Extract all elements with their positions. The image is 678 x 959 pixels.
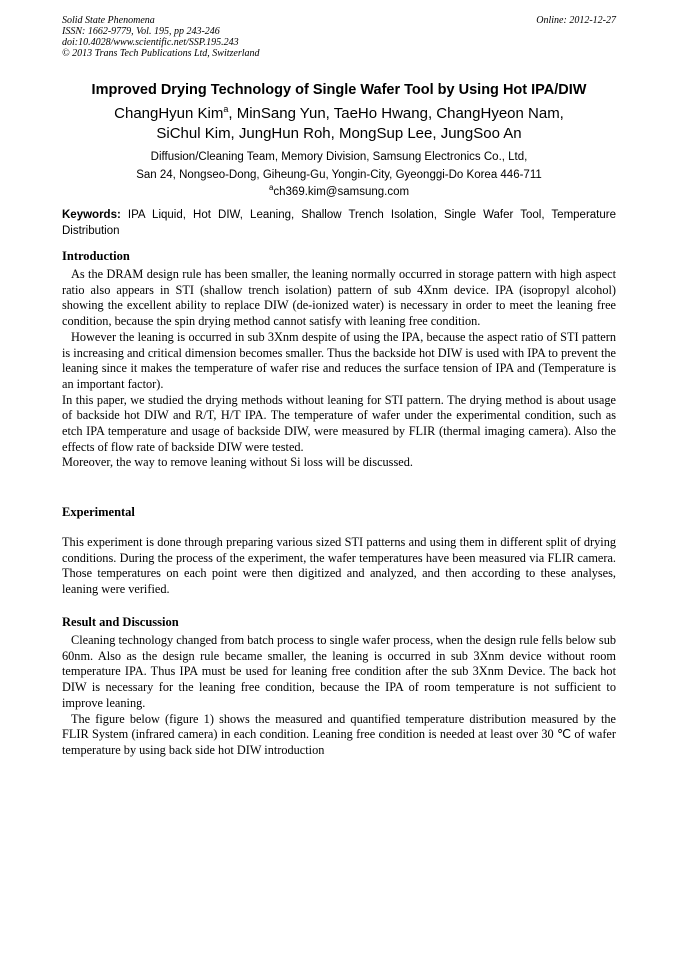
journal-name: Solid State Phenomena (62, 15, 155, 26)
affiliation-line-1: Diffusion/Cleaning Team, Memory Division, Samsung Electronics Co., Ltd, (150, 151, 528, 163)
keywords-text: IPA Liquid, Hot DIW, Leaning, Shallow Trench Isolation, Single Wafer Tool, Temperature Distribution (62, 209, 616, 237)
author-list (62, 104, 616, 143)
paragraph: This experiment is done through preparing various sized STI patterns and using them in different split of drying conditions. During the process of the experiment, the wafer temperatures have been measured via FLIR camera. Those temperatures on each point were then digitized and analyzed, and then according to these analyses, leaning were verified. (62, 535, 616, 597)
author-email: ch369.kim@samsung.com (273, 186, 410, 198)
journal-copyright: © 2013 Trans Tech Publications Ltd, Switzerland (62, 48, 260, 59)
journal-issn: ISSN: 1662-9779, Vol. 195, pp 243-246 (62, 26, 220, 37)
section-body-introduction (62, 267, 616, 471)
paper-title: Improved Drying Technology of Single Wafer Tool by Using Hot IPA/DIW (91, 82, 587, 98)
paragraph: In this paper, we studied the drying methods without leaning for STI pattern. The drying method is about usage of backside hot DIW and R/T, H/T IPA. The temperature of wafer under the experimental condition, such as etch IPA temperature and usage of backside DIW, were measured by FLIR (thermal imaging camera). Also the effects of flow rate of backside DIW were tested. (62, 392, 616, 454)
affiliation (62, 149, 616, 202)
author-line-1 (62, 104, 616, 124)
author-line-2: SiChul Kim, JungHun Roh, MongSup Lee, JungSoo An (156, 124, 522, 142)
section-title-experimental: Experimental (62, 505, 135, 519)
author-email-line (62, 184, 616, 202)
paragraph: The figure below (figure 1) shows the measured and quantified temperature distribution measured by the FLIR System (infrared camera) in each condition. Leaning free condition is needed at least over 30 ℃ of wafer temperature by using back side hot DIW introduction (62, 711, 616, 757)
author-affiliation-mark: a (223, 104, 229, 114)
email-affiliation-mark: a (268, 183, 274, 192)
section-title-results: Result and Discussion (62, 615, 179, 629)
paragraph: Cleaning technology changed from batch process to single wafer process, when the design rule fells below sub 60nm. Also as the design rule became smaller, the leaning is occurred in sub 3Xnm device without room temperature IPA. Thus IPA must be used for leaning free condition after the sub 3Xnm Device. The back hot DIW is necessary for the leaning free condition, because the IPA of room temperature is not sufficient to improve leaning. (62, 633, 616, 710)
journal-doi: doi:10.4028/www.scientific.net/SSP.195.243 (62, 37, 239, 48)
first-author: ChangHyun Kim (114, 105, 224, 122)
keywords-label: Keywords: (62, 209, 121, 221)
author-line-1-rest: , MinSang Yun, TaeHo Hwang, ChangHyeon Nam, (228, 105, 564, 122)
online-date: Online: 2012-12-27 (536, 15, 616, 26)
paragraph: As the DRAM design rule has been smaller, the leaning normally occurred in storage pattern with high aspect ratio also appears in STI (shallow trench isolation) pattern of sub 4Xnm device. IPA (isopropyl alcohol) showing the excellent ability to replace DIW (de-ionized water) is necessary in order to meet the leaning free condition, because the spin drying method cannot satisfy with leaning free condition. (62, 267, 616, 329)
paragraph: However the leaning is occurred in sub 3Xnm despite of using the IPA, because the aspect ratio of STI pattern is increasing and critical dimension becomes smaller. Thus the backside hot DIW is used with IPA to prevent the leaning since it makes the temperature of wafer rise and reduces the surface tension of IPA and (Temperature is an important factor). (62, 329, 616, 391)
section-body-experimental (62, 535, 616, 598)
keywords (62, 207, 616, 239)
affiliation-line-2: San 24, Nongseo-Dong, Giheung-Gu, Yongin-City, Gyeonggi-Do Korea 446-711 (136, 168, 542, 181)
paragraph: Moreover, the way to remove leaning without Si loss will be discussed. (62, 455, 413, 470)
section-title-introduction: Introduction (62, 249, 130, 263)
section-body-results (62, 633, 616, 759)
journal-header (62, 15, 616, 59)
